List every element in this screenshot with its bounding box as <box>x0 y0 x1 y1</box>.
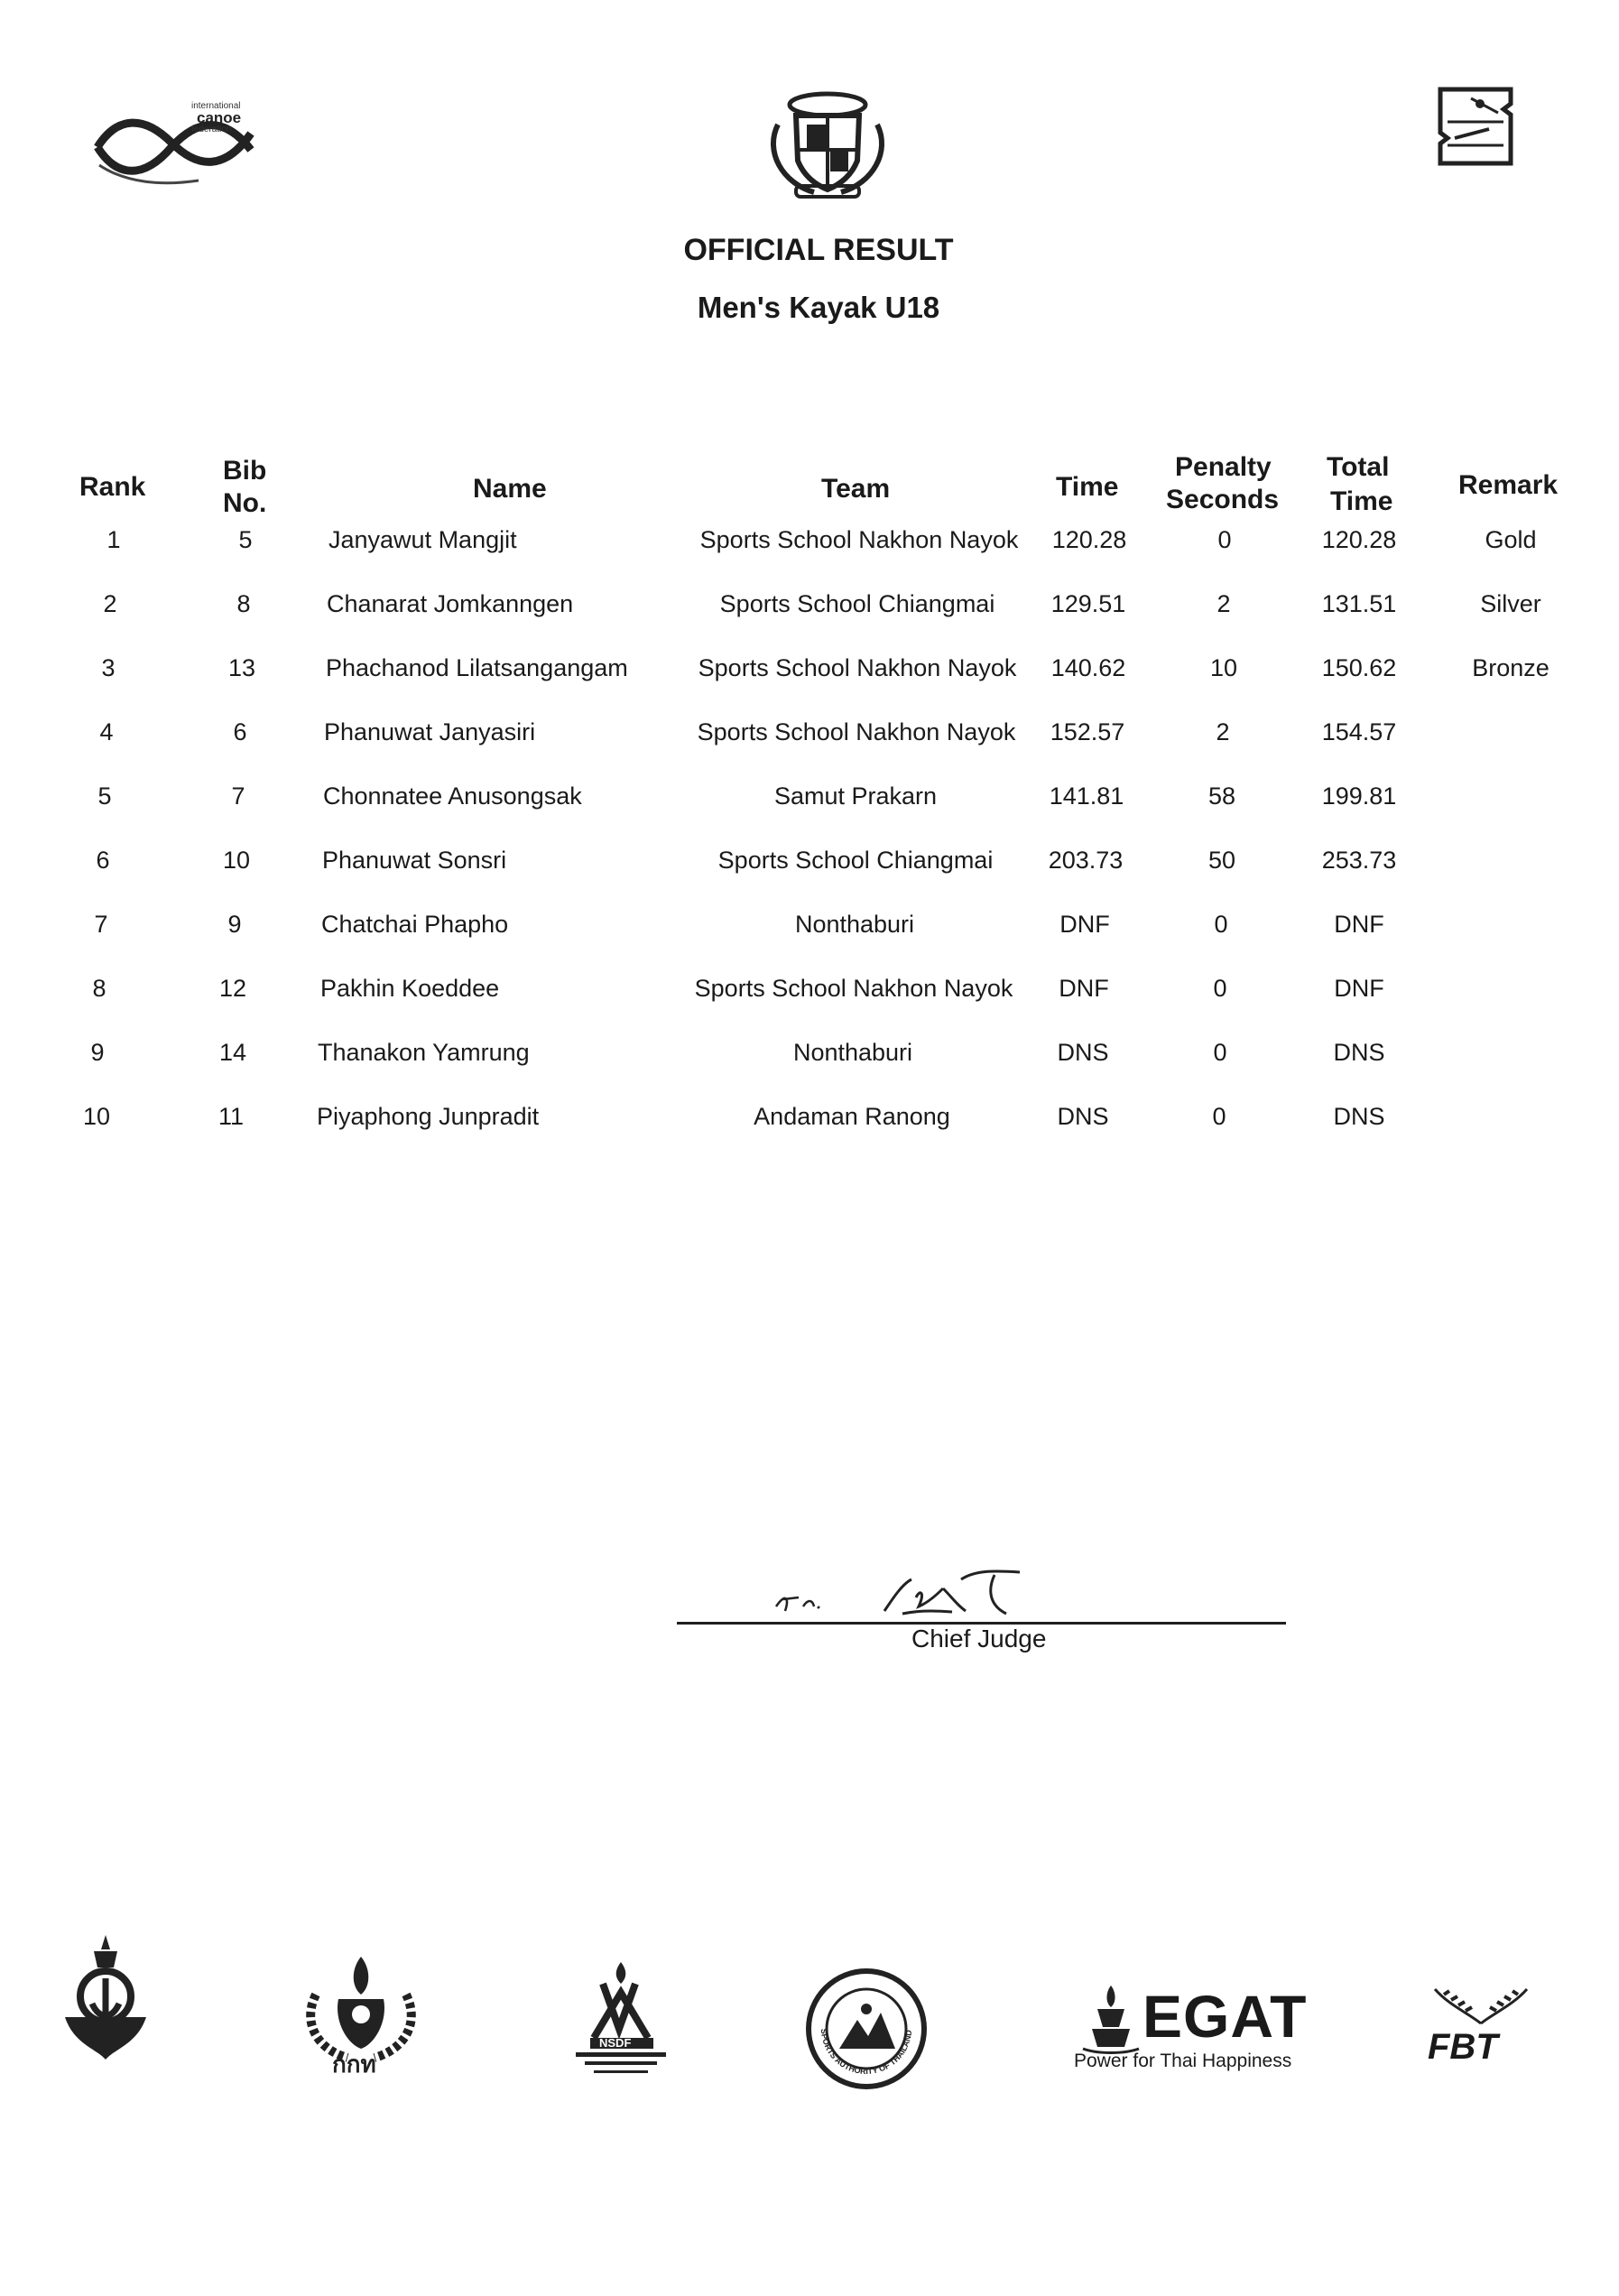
cell-total: 150.62 <box>1321 654 1397 681</box>
cell-name: Chatchai Phapho <box>321 911 509 938</box>
header-time: Time <box>1056 472 1119 502</box>
header-bib-line2: No. <box>223 488 267 518</box>
cell-name: Piyaphong Junpradit <box>317 1103 540 1130</box>
header-rank: Rank <box>79 472 146 502</box>
cell-remark: Bronze <box>1472 654 1550 681</box>
cell-time: 152.57 <box>1050 718 1125 745</box>
cell-penalty: 50 <box>1207 847 1236 874</box>
header-bib-line1: Bib <box>223 456 267 486</box>
cell-name: Phachanod Lilatsangangam <box>326 654 628 681</box>
cell-team: Samut Prakarn <box>773 782 938 810</box>
cell-time: 203.73 <box>1048 847 1124 874</box>
cell-time: 141.81 <box>1049 782 1124 810</box>
fbt-wings-icon <box>1431 1986 1531 2026</box>
sports-authority-seal-text: SPORTS AUTHORITY OF THAILAND <box>819 2028 914 2077</box>
cell-name: Phanuwat Janyasiri <box>324 718 536 745</box>
cell-remark: Gold <box>1485 526 1537 553</box>
cell-total: 253.73 <box>1321 847 1397 874</box>
cell-penalty: 0 <box>1214 911 1228 938</box>
cell-bib: 13 <box>227 654 256 681</box>
cell-time: 120.28 <box>1051 526 1127 553</box>
nsdf-logo <box>567 1957 675 2078</box>
cell-bib: 10 <box>222 847 251 874</box>
cell-rank: 2 <box>103 590 117 617</box>
cell-team: Sports School Nakhon Nayok <box>698 654 1017 681</box>
sports-authority-seal-logo <box>803 1966 930 2092</box>
cell-rank: 6 <box>96 847 110 874</box>
cell-team: Sports School Nakhon Nayok <box>694 975 1013 1002</box>
cell-team: Andaman Ranong <box>754 1103 950 1130</box>
cell-bib: 12 <box>218 975 247 1002</box>
cell-name: Pakhin Koeddee <box>320 975 500 1002</box>
chief-judge-signature <box>758 1543 1047 1620</box>
cell-bib: 6 <box>233 718 247 745</box>
header-total-line1: Total <box>1327 452 1390 482</box>
cell-rank: 1 <box>106 526 121 553</box>
cell-penalty: 0 <box>1213 975 1227 1002</box>
cell-bib: 14 <box>218 1039 247 1066</box>
header-total-line2: Time <box>1330 486 1393 516</box>
crest-emblem <box>760 88 895 201</box>
svg-text:federation: federation <box>191 125 232 134</box>
sat-thai-emblem-logo <box>298 1949 424 2076</box>
signature-label: Chief Judge <box>911 1625 1047 1653</box>
canoe-pictogram-icon <box>1435 86 1516 167</box>
cell-penalty: 58 <box>1207 782 1236 810</box>
cell-rank: 8 <box>92 975 106 1002</box>
svg-text:international: international <box>191 101 241 111</box>
cell-penalty: 10 <box>1209 654 1238 681</box>
royal-emblem-logo <box>56 1931 155 2062</box>
document-subtitle: Men's Kayak U18 <box>697 291 940 324</box>
cell-rank: 4 <box>99 718 114 745</box>
cell-name: Chonnatee Anusongsak <box>323 782 582 810</box>
cell-time: DNS <box>1057 1103 1109 1130</box>
cell-total: DNF <box>1334 911 1384 938</box>
cell-total: DNS <box>1333 1039 1385 1066</box>
cell-rank: 10 <box>82 1103 111 1130</box>
document-title: OFFICIAL RESULT <box>683 233 954 267</box>
cell-bib: 8 <box>236 590 251 617</box>
cell-time: DNF <box>1059 975 1109 1002</box>
svg-text:canoe: canoe <box>197 109 242 126</box>
cell-bib: 7 <box>231 782 245 810</box>
cell-penalty: 0 <box>1212 1103 1226 1130</box>
cell-rank: 7 <box>94 911 108 938</box>
cell-total: 154.57 <box>1321 718 1397 745</box>
nsdf-logo-text: NSDF <box>599 2036 632 2050</box>
header-penalty-line2: Seconds <box>1166 485 1280 514</box>
cell-team: Nonthaburi <box>792 1039 913 1066</box>
cell-team: Sports School Chiangmai <box>719 590 995 617</box>
cell-name: Thanakon Yamrung <box>318 1039 530 1066</box>
cell-total: 131.51 <box>1321 590 1397 617</box>
cell-name: Janyawut Mangjit <box>328 526 517 553</box>
header-name: Name <box>473 474 547 504</box>
header-penalty-line1: Penalty <box>1175 452 1272 482</box>
cell-bib: 11 <box>217 1103 245 1130</box>
cell-rank: 5 <box>97 782 112 810</box>
cell-team: Nonthaburi <box>794 911 915 938</box>
cell-total: DNS <box>1333 1103 1385 1130</box>
cell-total: DNF <box>1334 975 1384 1002</box>
cell-team: Sports School Nakhon Nayok <box>697 718 1016 745</box>
cell-team: Sports School Chiangmai <box>717 847 994 874</box>
icf-logo <box>90 97 257 188</box>
cell-penalty: 2 <box>1217 590 1231 617</box>
cell-name: Phanuwat Sonsri <box>322 847 507 874</box>
cell-bib: 5 <box>238 526 253 553</box>
cell-time: DNS <box>1057 1039 1109 1066</box>
fbt-logo-text: FBT <box>1428 2027 1498 2067</box>
cell-time: DNF <box>1059 911 1110 938</box>
cell-remark: Silver <box>1480 590 1541 617</box>
cell-rank: 9 <box>90 1039 105 1066</box>
cell-penalty: 2 <box>1216 718 1230 745</box>
cell-time: 140.62 <box>1050 654 1126 681</box>
egat-logo-text: EGAT <box>1143 1983 1308 2050</box>
cell-total: 120.28 <box>1321 526 1397 553</box>
header-team: Team <box>821 474 891 504</box>
cell-total: 199.81 <box>1321 782 1397 810</box>
cell-penalty: 0 <box>1217 526 1232 553</box>
cell-penalty: 0 <box>1213 1039 1227 1066</box>
cell-name: Chanarat Jomkanngen <box>327 590 574 617</box>
header-remark: Remark <box>1458 470 1559 500</box>
egat-tower-icon <box>1079 1982 1143 2054</box>
cell-time: 129.51 <box>1050 590 1126 617</box>
cell-rank: 3 <box>101 654 116 681</box>
egat-tagline: Power for Thai Happiness <box>1074 2051 1292 2071</box>
cell-team: Sports School Nakhon Nayok <box>699 526 1019 553</box>
thai-logo-text: กกท <box>332 2051 376 2076</box>
cell-bib: 9 <box>227 911 242 938</box>
